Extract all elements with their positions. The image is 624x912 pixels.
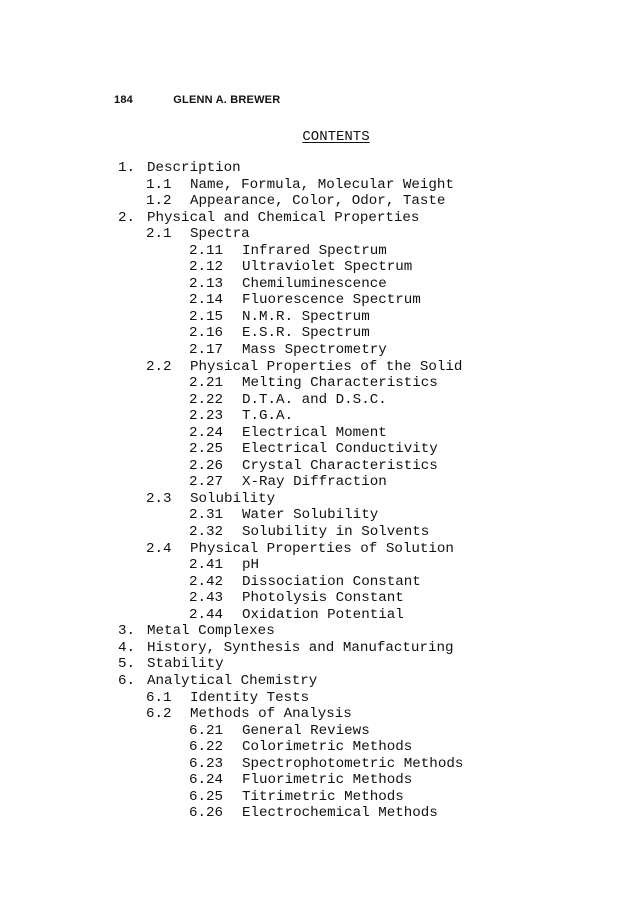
toc-entry	[0, 723, 624, 740]
toc-entry-label: Physical Properties of the Solid	[190, 358, 463, 375]
toc-entry-label: Water Solubility	[242, 507, 379, 524]
toc-entry	[0, 441, 624, 458]
toc-entry-number: 2.3	[146, 490, 172, 507]
toc-entry-label: Colorimetric Methods	[242, 739, 413, 756]
toc-entry-number: 2.23	[189, 408, 224, 425]
toc-entry-number: 6.21	[189, 722, 224, 739]
toc-entry	[0, 226, 624, 243]
toc-entry-number: 2.14	[189, 292, 224, 309]
toc-entry	[0, 276, 624, 293]
toc-entry-number: 2.42	[189, 573, 224, 590]
toc-entry	[0, 690, 624, 707]
toc-entry-label: Electrical Moment	[242, 424, 387, 441]
toc-entry	[0, 706, 624, 723]
toc-entry	[0, 375, 624, 392]
toc-entry	[0, 590, 624, 607]
toc-entry-label: Identity Tests	[190, 689, 310, 706]
toc-entry-number: 2.24	[189, 424, 224, 441]
toc-entry-number: 1.	[118, 160, 136, 176]
toc-entry-number: 2.21	[189, 375, 224, 392]
toc-entry	[0, 160, 624, 177]
toc-entry	[0, 474, 624, 491]
toc-entry-label: Electrical Conductivity	[242, 441, 438, 458]
toc-entry	[0, 772, 624, 789]
toc-entry-number: 2.22	[189, 391, 224, 408]
toc-entry	[0, 325, 624, 342]
toc-entry	[0, 342, 624, 359]
toc-entry	[0, 640, 624, 657]
contents-title: CONTENTS	[302, 129, 370, 145]
toc-entry	[0, 805, 624, 822]
toc-entry-number: 2.11	[189, 242, 224, 259]
toc-entry-label: Name, Formula, Molecular Weight	[190, 176, 454, 193]
toc-entry	[0, 259, 624, 276]
toc-entry-label: Spectra	[190, 226, 250, 243]
toc-entry	[0, 193, 624, 210]
toc-entry	[0, 177, 624, 194]
toc-entry-number: 6.23	[189, 755, 224, 772]
toc-entry-label: Solubility	[190, 490, 276, 507]
toc-entry-number: 1.2	[146, 193, 172, 210]
toc-entry-number: 2.32	[189, 524, 224, 541]
toc-entry	[0, 574, 624, 591]
toc-entry-number: 1.1	[146, 176, 172, 193]
toc-entry-label: Appearance, Color, Odor, Taste	[190, 193, 446, 210]
toc-entry-number: 2.44	[189, 606, 224, 623]
toc-entry-label: Description	[147, 160, 241, 176]
toc-entry-label: Infrared Spectrum	[242, 242, 387, 259]
toc-entry-number: 2.16	[189, 325, 224, 342]
toc-entry-label: Fluorimetric Methods	[242, 772, 413, 789]
toc-entry-number: 4.	[118, 639, 136, 656]
toc-entry-label: Physical and Chemical Properties	[147, 209, 420, 226]
toc-entry	[0, 739, 624, 756]
toc-entry-label: General Reviews	[242, 722, 370, 739]
toc-entry	[0, 210, 624, 227]
toc-entry-number: 2.15	[189, 308, 224, 325]
toc-entry-number: 2.2	[146, 358, 172, 375]
toc-entry	[0, 607, 624, 624]
toc-entry-label: Mass Spectrometry	[242, 342, 387, 359]
toc-entry-label: Physical Properties of Solution	[190, 540, 454, 557]
toc-entry-number: 2.25	[189, 441, 224, 458]
toc-entry	[0, 623, 624, 640]
toc-entry-number: 6.25	[189, 788, 224, 805]
toc-entry	[0, 491, 624, 508]
toc-entry	[0, 359, 624, 376]
toc-entry-number: 2.26	[189, 457, 224, 474]
toc-entry-number: 6.26	[189, 805, 224, 822]
toc-entry-label: Titrimetric Methods	[242, 788, 404, 805]
page-number: 184	[114, 94, 133, 106]
toc-entry-label: Electrochemical Methods	[242, 805, 438, 822]
toc-entry-label: pH	[242, 557, 260, 574]
toc-entry-label: Crystal Characteristics	[242, 457, 438, 474]
toc-entry	[0, 507, 624, 524]
table-of-contents	[0, 160, 624, 822]
toc-entry	[0, 458, 624, 475]
toc-entry-number: 2.17	[189, 342, 224, 359]
toc-entry	[0, 309, 624, 326]
toc-entry-label: Spectrophotometric Methods	[242, 755, 464, 772]
toc-entry-number: 2.1	[146, 226, 172, 243]
toc-entry-label: D.T.A. and D.S.C.	[242, 391, 387, 408]
toc-entry	[0, 425, 624, 442]
toc-entry-number: 2.41	[189, 557, 224, 574]
running-header	[114, 94, 280, 106]
toc-entry-number: 6.1	[146, 689, 172, 706]
toc-entry	[0, 292, 624, 309]
toc-entry	[0, 524, 624, 541]
toc-entry-label: T.G.A.	[242, 408, 294, 425]
toc-entry-label: Oxidation Potential	[242, 606, 404, 623]
toc-entry-number: 3.	[118, 623, 136, 640]
toc-entry-label: Fluorescence Spectrum	[242, 292, 421, 309]
toc-entry-number: 6.	[118, 672, 136, 689]
toc-entry-number: 2.12	[189, 259, 224, 276]
toc-entry-label: Solubility in Solvents	[242, 524, 430, 541]
toc-entry-number: 6.22	[189, 739, 224, 756]
toc-entry	[0, 756, 624, 773]
toc-entry-label: Chemiluminescence	[242, 275, 387, 292]
toc-entry	[0, 243, 624, 260]
toc-entry	[0, 673, 624, 690]
toc-entry	[0, 408, 624, 425]
toc-entry-label: History, Synthesis and Manufacturing	[147, 639, 454, 656]
toc-entry-label: Dissociation Constant	[242, 573, 421, 590]
toc-entry-number: 2.13	[189, 275, 224, 292]
toc-entry-label: E.S.R. Spectrum	[242, 325, 370, 342]
toc-entry-number: 6.24	[189, 772, 224, 789]
toc-entry	[0, 557, 624, 574]
toc-entry	[0, 541, 624, 558]
toc-entry-label: Stability	[147, 656, 224, 673]
toc-entry-number: 2.27	[189, 474, 224, 491]
toc-entry	[0, 789, 624, 806]
toc-entry-label: Metal Complexes	[147, 623, 275, 640]
toc-entry-number: 6.2	[146, 706, 172, 723]
toc-entry-label: Photolysis Constant	[242, 590, 404, 607]
toc-entry-number: 5.	[118, 656, 136, 673]
toc-entry-number: 2.31	[189, 507, 224, 524]
toc-entry	[0, 392, 624, 409]
toc-entry-label: Analytical Chemistry	[147, 672, 318, 689]
toc-entry-label: X-Ray Diffraction	[242, 474, 387, 491]
toc-entry	[0, 656, 624, 673]
toc-entry-label: Ultraviolet Spectrum	[242, 259, 413, 276]
toc-entry-label: Methods of Analysis	[190, 706, 352, 723]
toc-entry-label: N.M.R. Spectrum	[242, 308, 370, 325]
toc-entry-label: Melting Characteristics	[242, 375, 438, 392]
toc-entry-number: 2.43	[189, 590, 224, 607]
toc-entry-number: 2.	[118, 209, 136, 226]
author-name: GLENN A. BREWER	[173, 94, 281, 106]
toc-entry-number: 2.4	[146, 540, 172, 557]
